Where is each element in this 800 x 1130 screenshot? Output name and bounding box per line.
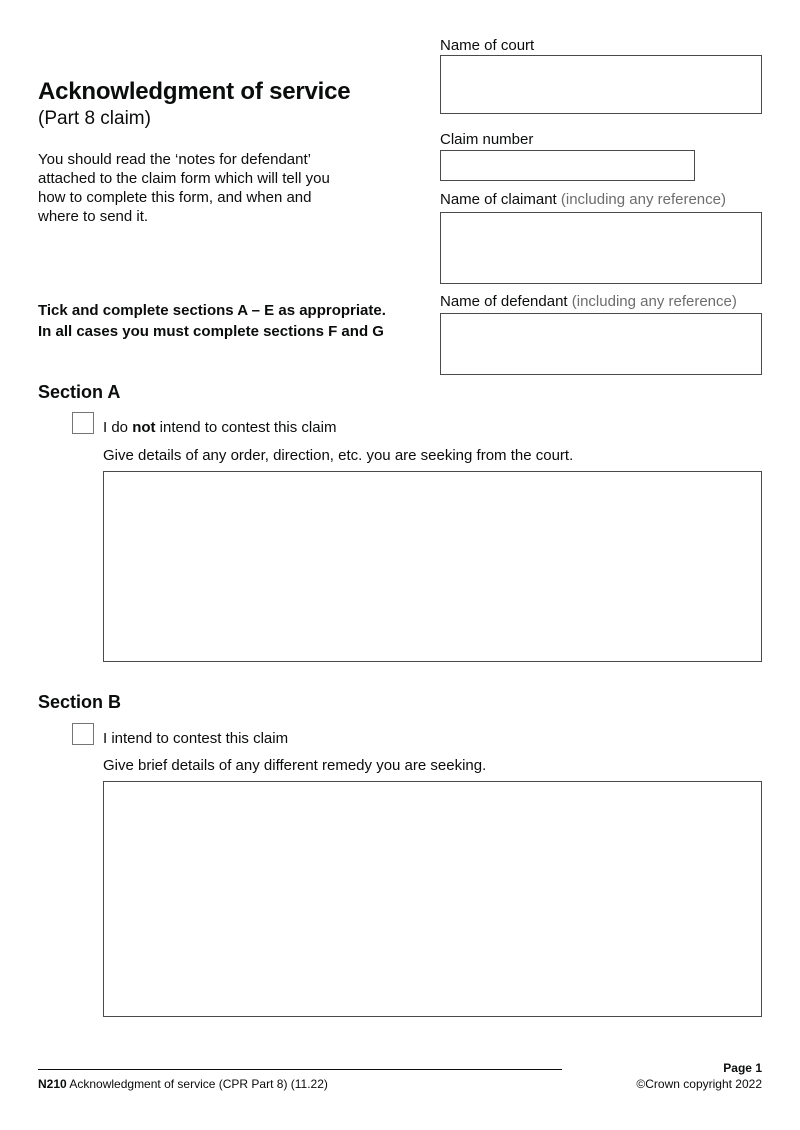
footer-form-reference bbox=[38, 1077, 328, 1091]
section-a-label-pre: I do bbox=[103, 419, 133, 436]
section-a-details-input[interactable] bbox=[103, 471, 762, 662]
defendant-name-input[interactable] bbox=[440, 313, 762, 375]
court-name-input[interactable] bbox=[440, 55, 762, 114]
page-subtitle: (Part 8 claim) bbox=[38, 108, 151, 129]
section-a-heading: Section A bbox=[38, 382, 121, 402]
section-b-details-input[interactable] bbox=[103, 781, 762, 1017]
footer-page-number: Page 1 bbox=[723, 1061, 762, 1075]
section-b-heading: Section B bbox=[38, 692, 122, 712]
section-a-checkbox[interactable] bbox=[72, 412, 94, 434]
instruction-line: In all cases you must complete sections F and G bbox=[38, 323, 384, 340]
section-a-checkbox-label bbox=[103, 419, 336, 436]
intro-paragraph bbox=[38, 150, 438, 226]
defendant-name-label-row bbox=[440, 293, 737, 310]
claimant-name-label-row bbox=[440, 191, 726, 208]
intro-line: how to complete this form, and when and bbox=[38, 189, 312, 206]
section-a-label-post: intend to contest this claim bbox=[155, 419, 337, 436]
claimant-name-label: Name of claimant bbox=[440, 191, 557, 208]
intro-line: You should read the ‘notes for defendant’ bbox=[38, 151, 311, 168]
defendant-name-hint: (including any reference) bbox=[571, 293, 737, 310]
completion-instructions bbox=[38, 300, 448, 342]
footer-form-code: N210 bbox=[38, 1077, 67, 1091]
intro-line: where to send it. bbox=[38, 208, 149, 225]
section-b-checkbox[interactable] bbox=[72, 723, 94, 745]
court-name-label: Name of court bbox=[440, 37, 535, 54]
claimant-name-hint: (including any reference) bbox=[560, 191, 726, 208]
footer-copyright: ©Crown copyright 2022 bbox=[636, 1077, 762, 1091]
intro-line: attached to the claim form which will tell you bbox=[38, 170, 330, 187]
page-title: Acknowledgment of service bbox=[38, 78, 351, 105]
section-a-label-bold: not bbox=[132, 419, 156, 436]
claimant-name-input[interactable] bbox=[440, 212, 762, 284]
claim-number-label: Claim number bbox=[440, 131, 534, 148]
claim-number-input[interactable] bbox=[440, 150, 695, 181]
footer-form-title: Acknowledgment of service (CPR Part 8) (11.22) bbox=[66, 1077, 328, 1091]
instruction-line: Tick and complete sections A – E as appropriate. bbox=[38, 302, 386, 319]
footer-divider bbox=[38, 1069, 562, 1070]
section-b-prompt: Give brief details of any different remedy you are seeking. bbox=[103, 757, 487, 774]
section-b-checkbox-label: I intend to contest this claim bbox=[103, 730, 289, 747]
section-a-prompt: Give details of any order, direction, etc. you are seeking from the court. bbox=[103, 447, 574, 464]
defendant-name-label: Name of defendant bbox=[440, 293, 568, 310]
